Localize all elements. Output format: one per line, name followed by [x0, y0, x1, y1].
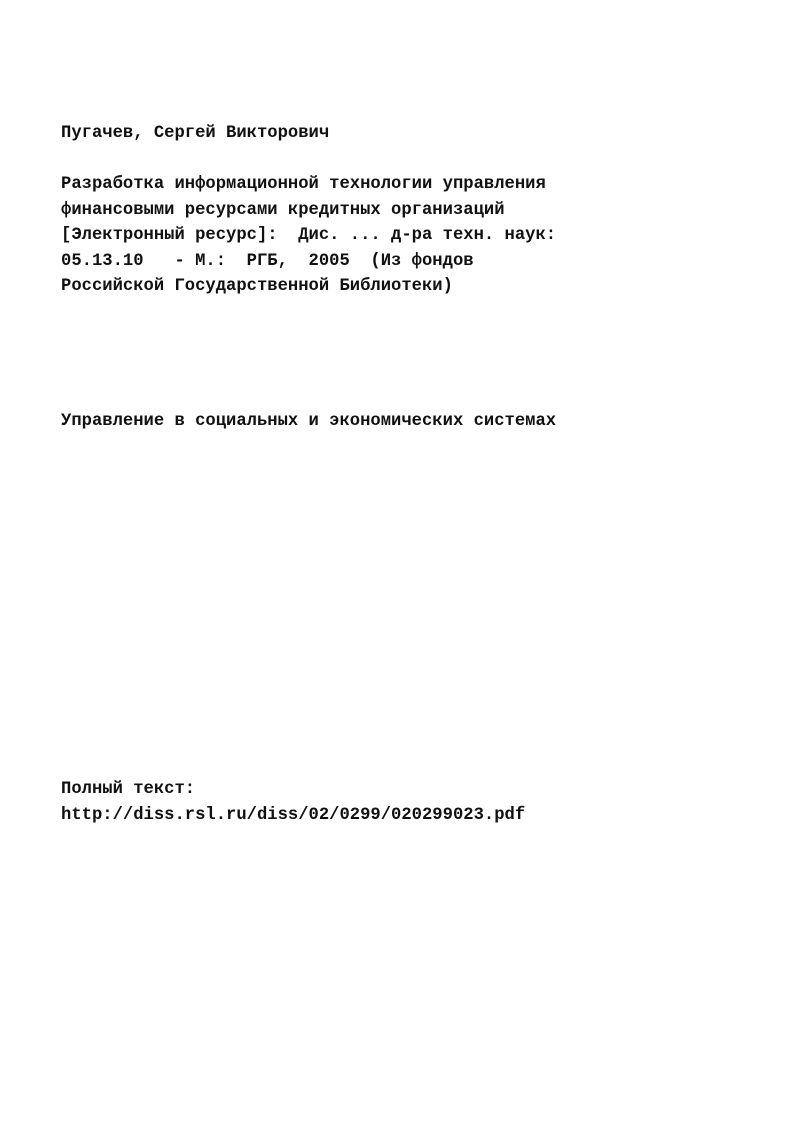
bibliographic-description — [61, 172, 556, 300]
title-line: Разработка информационной технологии управления — [61, 175, 546, 194]
author-name: Пугачев, Сергей Викторович — [61, 124, 330, 143]
full-text-url: http://diss.rsl.ru/diss/02/0299/020299023.pdf — [61, 805, 526, 825]
full-text-block — [61, 777, 525, 828]
title-line: Российской Государственной Библиотеки) — [61, 277, 453, 296]
subject-heading: Управление в социальных и экономических системах — [61, 412, 557, 431]
title-line: финансовыми ресурсами кредитных организаций — [61, 200, 505, 220]
subject-block — [61, 409, 556, 435]
title-line: 05.13.10 - М.: РГБ, 2005 (Из фондов — [61, 251, 474, 271]
title-line: [Электронный ресурс]: Дис. ... д-ра техн. наук: — [61, 226, 557, 245]
author-block — [61, 121, 329, 147]
full-text-label: Полный текст: — [61, 780, 196, 799]
